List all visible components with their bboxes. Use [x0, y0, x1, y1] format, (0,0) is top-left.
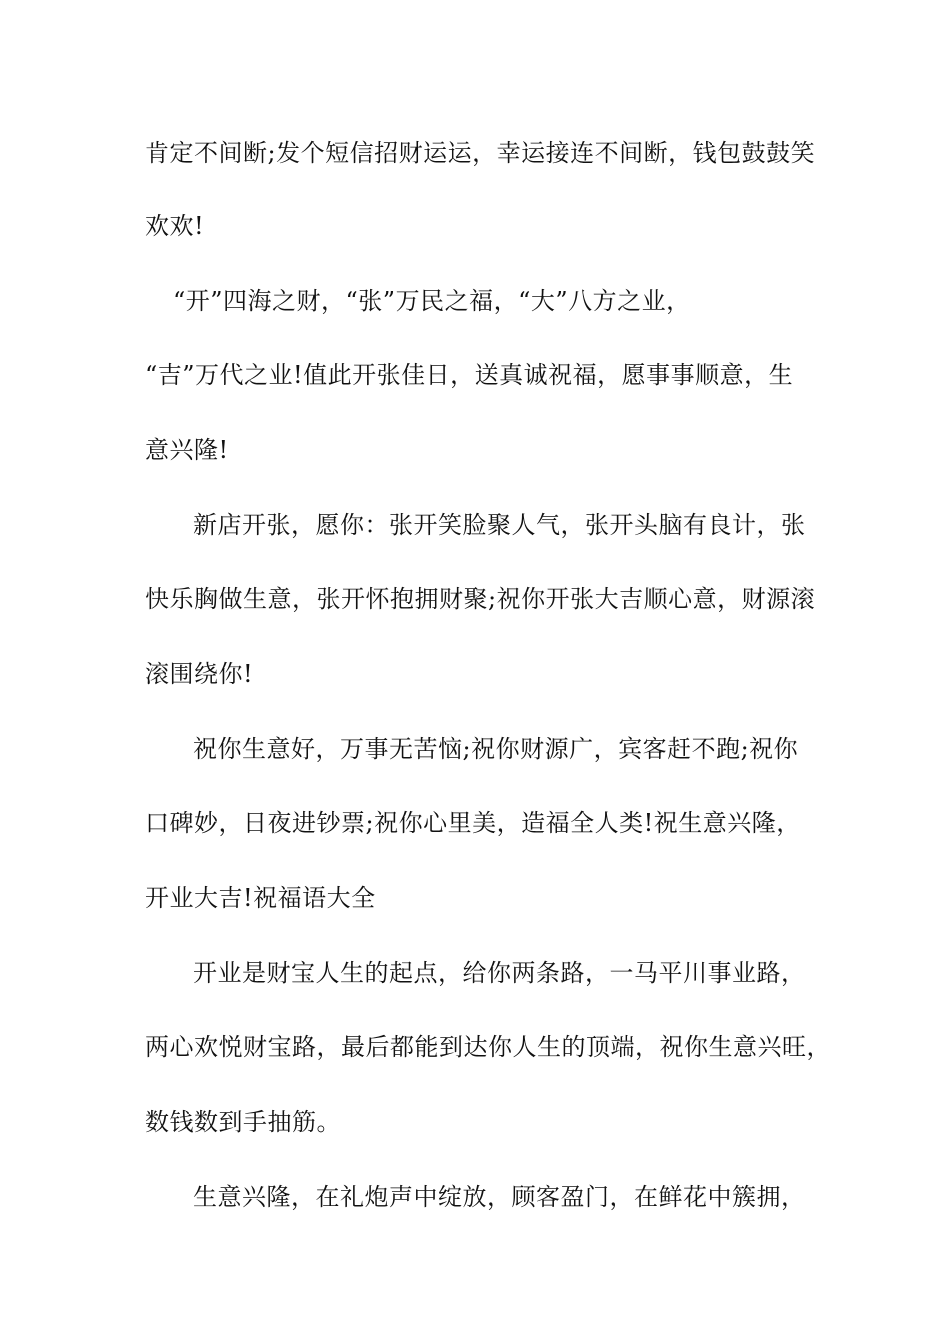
text-line: 快乐胸做生意，张开怀抱拥财聚;祝你开张大吉顺心意，财源滚 — [145, 585, 816, 613]
paragraph-start-line: “开”四海之财，“张”万民之福，“大”八方之业， — [173, 287, 691, 315]
text-line: 两心欢悦财宝路，最后都能到达你人生的顶端，祝你生意兴旺， — [145, 1033, 831, 1061]
paragraph-start-line: 生意兴隆，在礼炮声中绽放，顾客盈门，在鲜花中簇拥， — [193, 1183, 806, 1211]
text-line: 欢欢! — [145, 212, 205, 240]
text-line: 滚围绕你! — [145, 660, 254, 688]
paragraph-start-line: 开业是财宝人生的起点，给你两条路，一马平川事业路， — [193, 959, 806, 987]
paragraph-start-line: 新店开张，愿你：张开笑脸聚人气，张开头脑有良计，张 — [193, 511, 806, 539]
text-line: 开业大吉!祝福语大全 — [145, 884, 376, 912]
paragraph-start-line: 祝你生意好，万事无苦恼;祝你财源广，宾客赶不跑;祝你 — [193, 735, 799, 763]
text-line: “吉”万代之业!值此开张佳日，送真诚祝福，愿事事顺意，生 — [145, 361, 794, 389]
text-line: 肯定不间断;发个短信招财运运，幸运接连不间断，钱包鼓鼓笑 — [145, 139, 816, 167]
text-line: 口碑妙，日夜进钞票;祝你心里美，造福全人类!祝生意兴隆， — [145, 809, 801, 837]
text-line: 数钱数到手抽筋。 — [145, 1108, 341, 1136]
text-line: 意兴隆! — [145, 436, 229, 464]
